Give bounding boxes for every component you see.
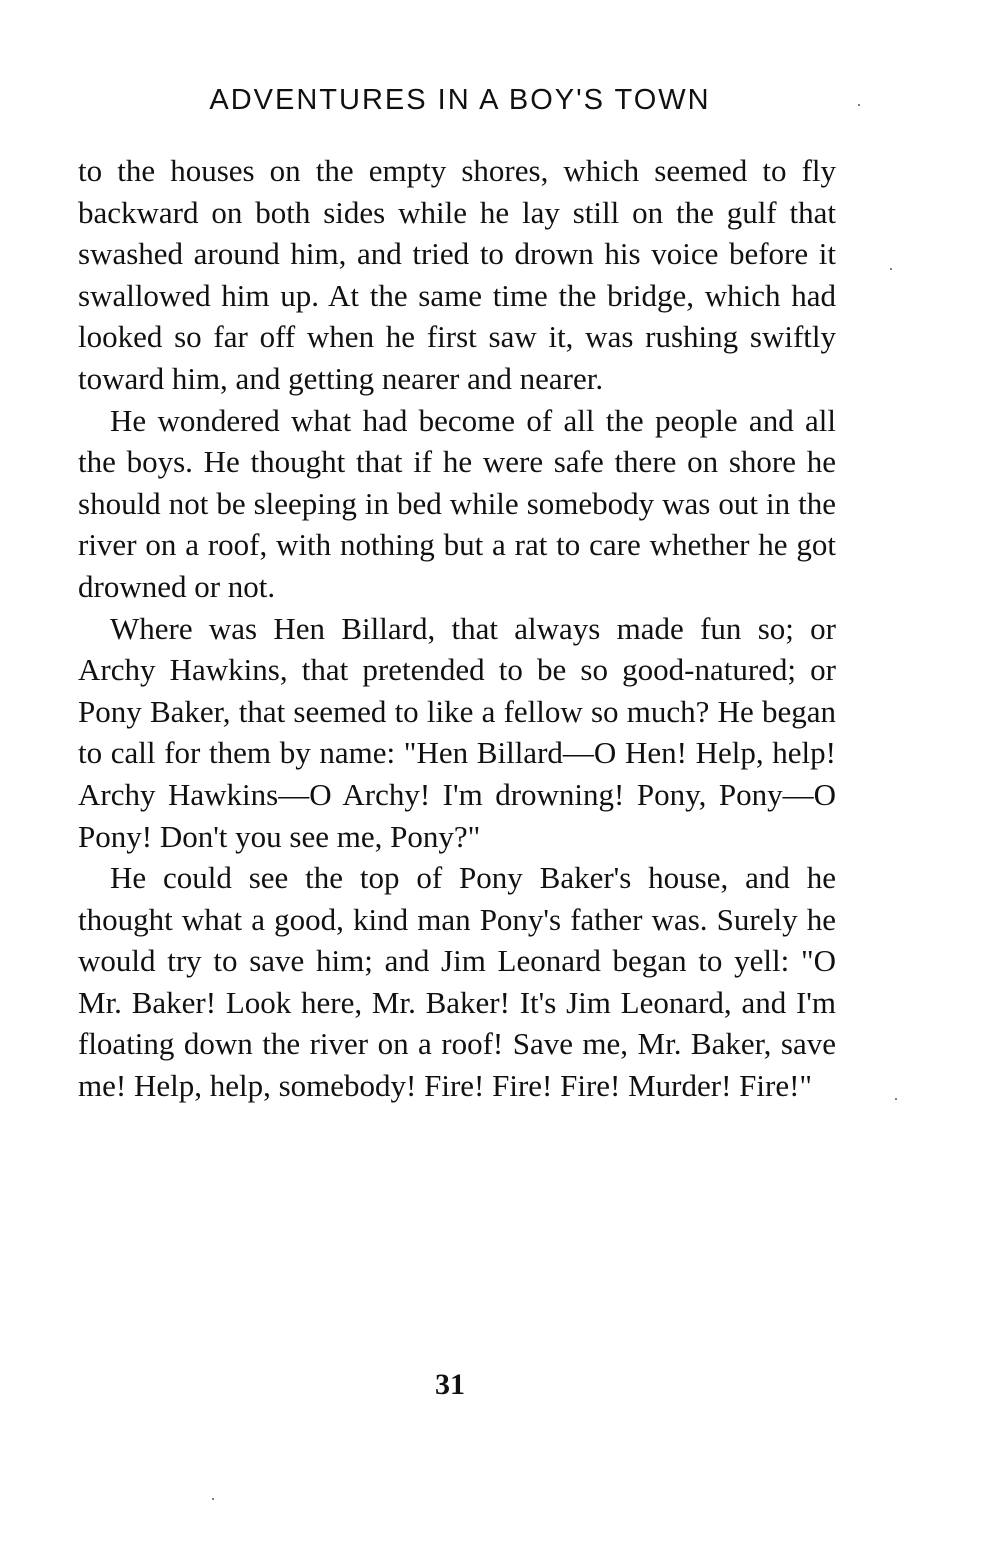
body-text <box>78 150 836 1107</box>
running-head-title: ADVENTURES IN A BOY'S TOWN <box>209 84 711 116</box>
scan-speck <box>890 268 892 270</box>
paragraph-3: Where was Hen Billard, that always made fun so; or Archy Hawkins, that pretended to be so good-natured; or Pony Baker, that seemed to like a fellow so much? He began to call for them by name: "Hen Billard—O Hen! Help, help! Archy Hawkins—O Archy! I'm drowning! Pony, Pony—O Pony! Don't you see me, Pony?" <box>78 610 836 854</box>
paragraph-1: to the houses on the empty shores, which seemed to fly backward on both sides while he lay still on the gulf that swashed around him, and tried to drown his voice before it swallowed him up. At the same time the bridge, which had looked so far off when he first saw it, was rushing swiftly toward him, and getting nearer and nearer. <box>78 153 836 396</box>
scan-speck <box>895 1098 897 1100</box>
scan-speck <box>212 1498 214 1500</box>
scan-speck <box>858 104 860 106</box>
page-number: 31 <box>435 1368 465 1401</box>
paragraph-4: He could see the top of Pony Baker's house, and he thought what a good, kind man Pony's father was. Surely he would try to save him; and Jim Leonard began to yell: "O Mr. Baker! Look here, Mr. Baker! It's Jim Leonard, and I'm floating down the river on a roof! Save me, Mr. Baker, save me! Help, help, somebody! Fire! Fire! Fire! Murder! Fire!" <box>78 860 836 1104</box>
paragraph-2: He wondered what had become of all the people and all the boys. He thought that if he were safe there on shore he should not be sleeping in bed while somebody was out in the river on a roof, with nothing but a rat to care whether he got drowned or not. <box>78 402 836 604</box>
